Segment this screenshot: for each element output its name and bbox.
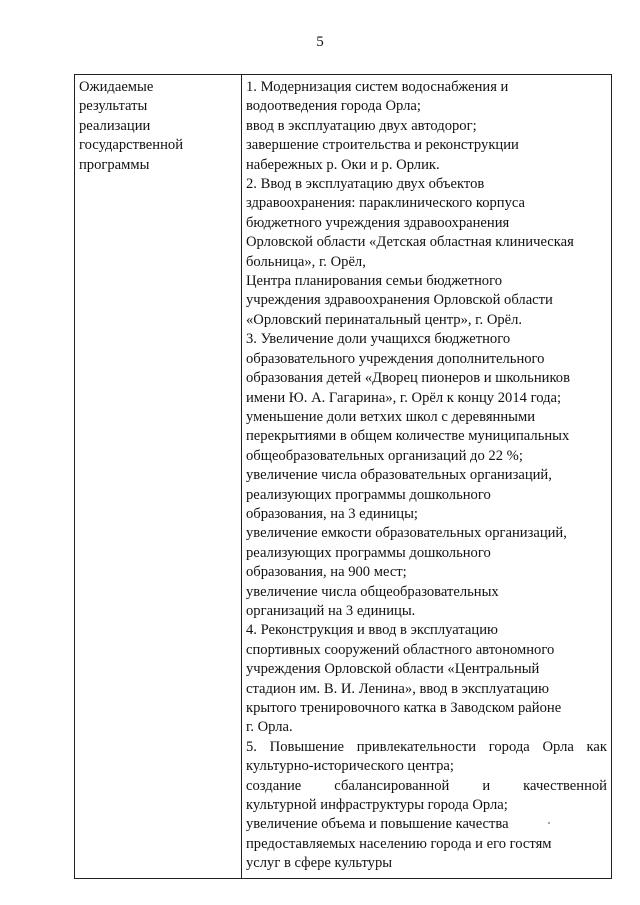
content-line: 1. Модернизация систем водоснабжения и	[246, 79, 509, 95]
document-table	[74, 74, 612, 879]
content-line: «Орловский перинатальный центр», г. Орёл.	[246, 311, 523, 328]
content-line: реализующих программы дошкольного	[246, 544, 491, 561]
label-line: реализации	[79, 117, 151, 134]
row-content-cell	[242, 75, 612, 879]
content-line: 4. Реконструкция и ввод в эксплуатацию	[246, 622, 498, 639]
content-line: 2. Ввод в эксплуатацию двух объектов	[246, 176, 485, 193]
content-line: стадион им. В. И. Ленина», ввод в эксплуатацию	[246, 680, 549, 697]
content-line: 5. Повышение привлекательности города Орла как	[246, 738, 607, 755]
content-line: увеличение объема и повышение качества	[246, 816, 509, 833]
content-line: создание сбалансированной и качественной	[246, 777, 607, 794]
table-row	[75, 75, 612, 879]
content-line: предоставляемых населению города и его гостям	[246, 835, 552, 852]
row-label	[79, 78, 237, 175]
content-line: организаций на 3 единицы.	[246, 602, 416, 619]
content-line: образования, на 3 единицы;	[246, 505, 418, 522]
content-line: общеобразовательных организаций до 22 %;	[246, 447, 523, 464]
content-line: ввод в эксплуатацию двух автодорог;	[246, 117, 477, 134]
scan-speck	[548, 822, 550, 824]
row-content	[246, 78, 607, 874]
content-line: имени Ю. А. Гагарина», г. Орёл к концу 2014 года;	[246, 389, 562, 406]
content-line: учреждения Орловской области «Центральный	[246, 661, 540, 678]
content-line: культурной инфраструктуры города Орла;	[246, 797, 508, 814]
row-label-cell	[75, 75, 242, 879]
content-line: водоотведения города Орла;	[246, 98, 421, 115]
content-line: Орловской области «Детская областная клиническая	[246, 234, 574, 251]
content-line: увеличение числа образовательных организаций,	[246, 467, 552, 484]
content-line: больница», г. Орёл,	[246, 253, 366, 270]
content-line: образовательного учреждения дополнительного	[246, 350, 545, 367]
content-line: услуг в сфере культуры	[246, 855, 393, 872]
content-line: Центра планирования семьи бюджетного	[246, 273, 503, 290]
content-line: увеличение числа общеобразовательных	[246, 583, 499, 600]
label-line: программы	[79, 156, 150, 173]
content-line: уменьшение доли ветхих школ с деревянными	[246, 408, 536, 425]
page-number: 5	[316, 34, 324, 50]
label-line: государственной	[79, 137, 184, 154]
content-line: крытого тренировочного катка в Заводском районе	[246, 700, 562, 716]
content-line: реализующих программы дошкольного	[246, 486, 491, 503]
content-line: 3. Увеличение доли учащихся бюджетного	[246, 331, 511, 348]
content-line: г. Орла.	[246, 719, 293, 736]
content-line: спортивных сооружений областного автономного	[246, 641, 555, 658]
content-line: набережных р. Оки и р. Орлик.	[246, 156, 440, 173]
content-line: образования, на 900 мест;	[246, 564, 407, 581]
content-line: увеличение емкости образовательных организаций,	[246, 525, 567, 542]
content-line: культурно-исторического центра;	[246, 758, 454, 775]
label-line: Ожидаемые	[79, 79, 154, 95]
content-line: учреждения здравоохранения Орловской области	[246, 292, 553, 309]
content-line: бюджетного учреждения здравоохранения	[246, 214, 510, 231]
content-line: здравоохранения: параклинического корпуса	[246, 195, 526, 212]
content-line: перекрытиями в общем количестве муниципальных	[246, 428, 570, 445]
content-line: образования детей «Дворец пионеров и школьников	[246, 370, 570, 387]
label-line: результаты	[79, 98, 148, 115]
content-line: завершение строительства и реконструкции	[246, 137, 519, 154]
